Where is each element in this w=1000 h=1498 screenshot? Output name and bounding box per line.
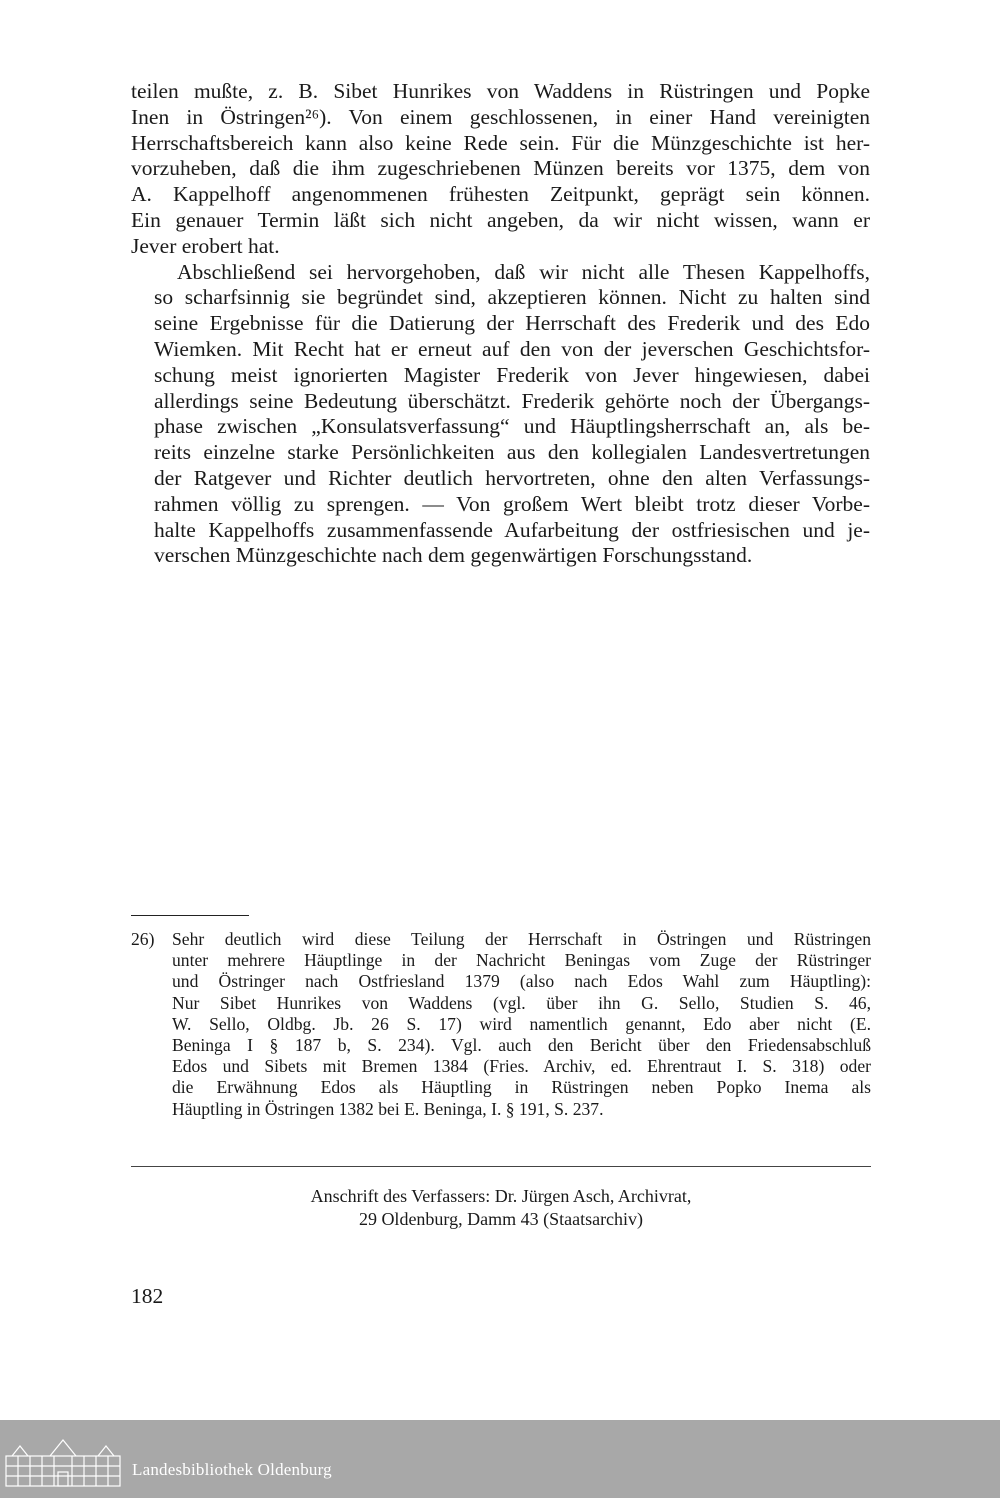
author-address — [131, 1185, 871, 1231]
text-line: verschen Münzgeschichte nach dem gegenwärtigen Forschungsstand. — [154, 543, 753, 568]
text-line: Herrschaftsbereich kann also keine Rede sein. Für die Münzgeschichte ist her- — [131, 130, 870, 155]
text-line: rahmen völlig zu sprengen. — Von großem Wert bleibt trotz dieser Vorbe- — [154, 491, 870, 516]
text-line: so scharfsinnig sie begründet sind, akzeptieren können. Nicht zu halten sind — [154, 285, 870, 310]
text-line: Wiemken. Mit Recht hat er erneut auf den von der jeverschen Geschichtsfor- — [154, 336, 870, 361]
footnote-divider — [131, 915, 249, 916]
footnote-line: Edos und Sibets mit Bremen 1384 (Fries. Archiv, ed. Ehrentraut I. S. 318) oder — [172, 1056, 871, 1077]
main-text — [131, 79, 870, 569]
footnote-line: Sehr deutlich wird diese Teilung der Herrschaft in Östringen und Rüstringen — [172, 929, 871, 949]
text-line: vorzuheben, daß die ihm zugeschriebenen Münzen bereits vor 1375, dem von — [131, 156, 870, 181]
text-line: A. Kappelhoff angenommenen frühesten Zeitpunkt, geprägt sein können. — [131, 182, 870, 207]
text-line: der Ratgever und Richter deutlich hervortreten, ohne den alten Verfassungs- — [154, 465, 870, 490]
footnote-number: 26) — [131, 929, 155, 949]
text-line: teilen mußte, z. B. Sibet Hunrikes von Waddens in Rüstringen und Popke — [131, 79, 870, 103]
address-divider — [131, 1166, 871, 1167]
text-line: Abschließend sei hervorgehoben, daß wir nicht alle Thesen Kappelhoffs, — [177, 259, 870, 284]
footnote-line: W. Sello, Oldbg. Jb. 26 S. 17) wird namentlich genannt, Edo aber nicht (E. — [172, 1013, 871, 1034]
page-number: 182 — [131, 1284, 164, 1308]
paragraph-1 — [131, 79, 870, 260]
text-line: Inen in Östringen²⁶). Von einem geschlossenen, in einer Hand vereinigten — [131, 104, 870, 129]
footnote-body — [172, 929, 871, 1120]
text-line: Jever erobert hat. — [131, 233, 280, 258]
footnote-line: Nur Sibet Hunrikes von Waddens (vgl. über ihn G. Sello, Studien S. 46, — [172, 992, 871, 1013]
address-line-2: 29 Oldenburg, Damm 43 (Staatsarchiv) — [358, 1209, 644, 1229]
footnote-line: die Erwähnung Edos als Häuptling in Rüstringen neben Popko Inema als — [172, 1077, 871, 1098]
footnote-line: Beninga I § 187 b, S. 234). Vgl. auch den Bericht über den Friedensabschluß — [172, 1035, 871, 1056]
library-footer-bar — [0, 1420, 1000, 1498]
text-line: reits einzelne starke Persönlichkeiten aus den kollegialen Landesvertretungen — [154, 440, 870, 465]
text-line: schung meist ignorierten Magister Frederik von Jever hingewiesen, dabei — [154, 362, 870, 387]
address-line-1: Anschrift des Verfassers: Dr. Jürgen Asch, Archivrat, — [310, 1186, 692, 1206]
library-name: Landesbibliothek Oldenburg — [132, 1460, 332, 1479]
text-line: Ein genauer Termin läßt sich nicht angeben, da wir nicht wissen, wann er — [131, 207, 870, 232]
library-building-icon — [4, 1436, 122, 1488]
paragraph-2 — [131, 260, 870, 570]
footnote-26 — [131, 929, 871, 1120]
footnote-line: unter mehrere Häuptlinge in der Nachricht Beningas vom Zuge der Rüstringer — [172, 950, 871, 971]
text-line: halte Kappelhoffs zusammenfassende Aufarbeitung der ostfriesischen und je- — [154, 517, 870, 542]
footnote-line: und Östringer nach Ostfriesland 1379 (also nach Edos Wahl zum Häuptling): — [172, 971, 871, 992]
footnote-line: Häuptling in Östringen 1382 bei E. Beninga, I. § 191, S. 237. — [172, 1098, 604, 1119]
text-line: allerdings seine Bedeutung überschätzt. Frederik gehörte noch der Übergangs- — [154, 388, 870, 413]
text-line: seine Ergebnisse für die Datierung der Herrschaft des Frederik und des Edo — [154, 311, 870, 336]
text-line: phase zwischen „Konsulatsverfassung“ und Häuptlingsherrschaft an, als be- — [154, 414, 870, 439]
